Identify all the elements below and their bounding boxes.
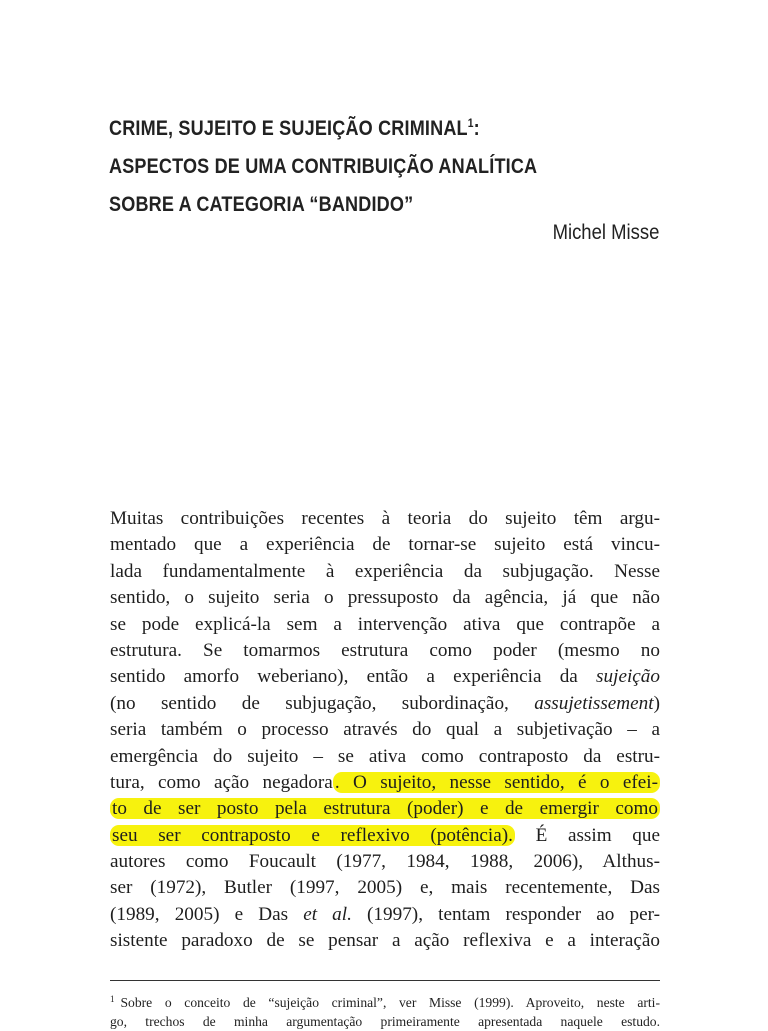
body-line — [110, 691, 660, 717]
body-line: lada fundamentalmente à experiência da subjugação. Nesse — [110, 560, 660, 582]
title-footnote-ref[interactable]: 1 — [467, 116, 474, 130]
body-line — [110, 796, 660, 822]
body-text-run: (1997), tentam responder ao per- — [351, 903, 660, 925]
body-paragraph — [110, 506, 660, 955]
body-line — [110, 770, 660, 796]
title-line-1-end: : — [473, 117, 480, 140]
body-line: seria também o processo através do qual a subjetivação – a — [110, 719, 660, 741]
body-line — [110, 664, 660, 690]
title-line-3: SOBRE A CATEGORIA “BANDIDO” — [109, 193, 414, 216]
body-line: sentido, o sujeito seria o pressuposto da agência, já que não — [110, 587, 660, 609]
footnote-text: Sobre o conceito de “sujeição criminal”, ver Misse (1999). Aproveito, neste arti- — [120, 995, 660, 1010]
body-line: ser (1972), Butler (1997, 2005) e, mais recentemente, Das — [110, 877, 660, 899]
footnote-divider — [110, 980, 660, 981]
body-line: autores como Foucault (1977, 1984, 1988, 2006), Althus- — [110, 851, 660, 873]
body-line: sistente paradoxo de se pensar a ação reflexiva e a interação — [110, 930, 660, 952]
footnote-line — [110, 990, 660, 1012]
body-text-run: (no sentido de subjugação, subordinação, — [110, 692, 535, 714]
body-line: se pode explicá-la sem a intervenção ativa que contrapõe a — [110, 613, 660, 635]
italic-term-assujetissement: assujetissement — [534, 692, 654, 714]
body-text-run: sentido amorfo weberiano), então a experiência da — [110, 666, 597, 688]
footnote-line: go, trechos de minha argumentação primeiramente apresentada naquele estudo. — [110, 1014, 660, 1029]
highlighted-text[interactable]: . O sujeito, nesse sentido, é o efei- — [334, 771, 659, 793]
title-line-1-text: CRIME, SUJEITO E SUJEIÇÃO CRIMINAL — [109, 117, 468, 140]
highlighted-text[interactable]: seu ser contraposto e reflexivo (potência). — [112, 824, 513, 846]
body-text-run: É assim que — [514, 824, 660, 846]
body-line — [110, 823, 660, 849]
body-line: mentado que a experiência de tornar-se sujeito está vincu- — [110, 534, 660, 556]
italic-et-al: et al. — [303, 903, 352, 925]
body-text-run: (1989, 2005) e Das — [110, 903, 304, 925]
body-line: emergência do sujeito – se ativa como contraposto da estru- — [110, 745, 660, 767]
title-line-1 — [109, 104, 591, 148]
title-line-2: ASPECTOS DE UMA CONTRIBUIÇÃO ANALÍTICA — [109, 155, 538, 178]
body-text-run: ) — [653, 692, 660, 714]
body-text-run: tura, como ação negadora — [110, 771, 333, 793]
article-title — [109, 104, 591, 224]
body-line — [110, 902, 660, 928]
body-line: estrutura. Se tomarmos estrutura como poder (mesmo no — [110, 639, 660, 661]
footnote-marker: 1 — [110, 994, 115, 1004]
body-line: Muitas contribuições recentes à teoria do sujeito têm argu- — [110, 508, 660, 529]
italic-term-sujeicao: sujeição — [596, 666, 660, 688]
highlighted-text[interactable]: to de ser posto pela estrutura (poder) e de emergir como — [112, 798, 658, 820]
footnote — [110, 990, 660, 1031]
author-name: Michel Misse — [552, 221, 659, 244]
